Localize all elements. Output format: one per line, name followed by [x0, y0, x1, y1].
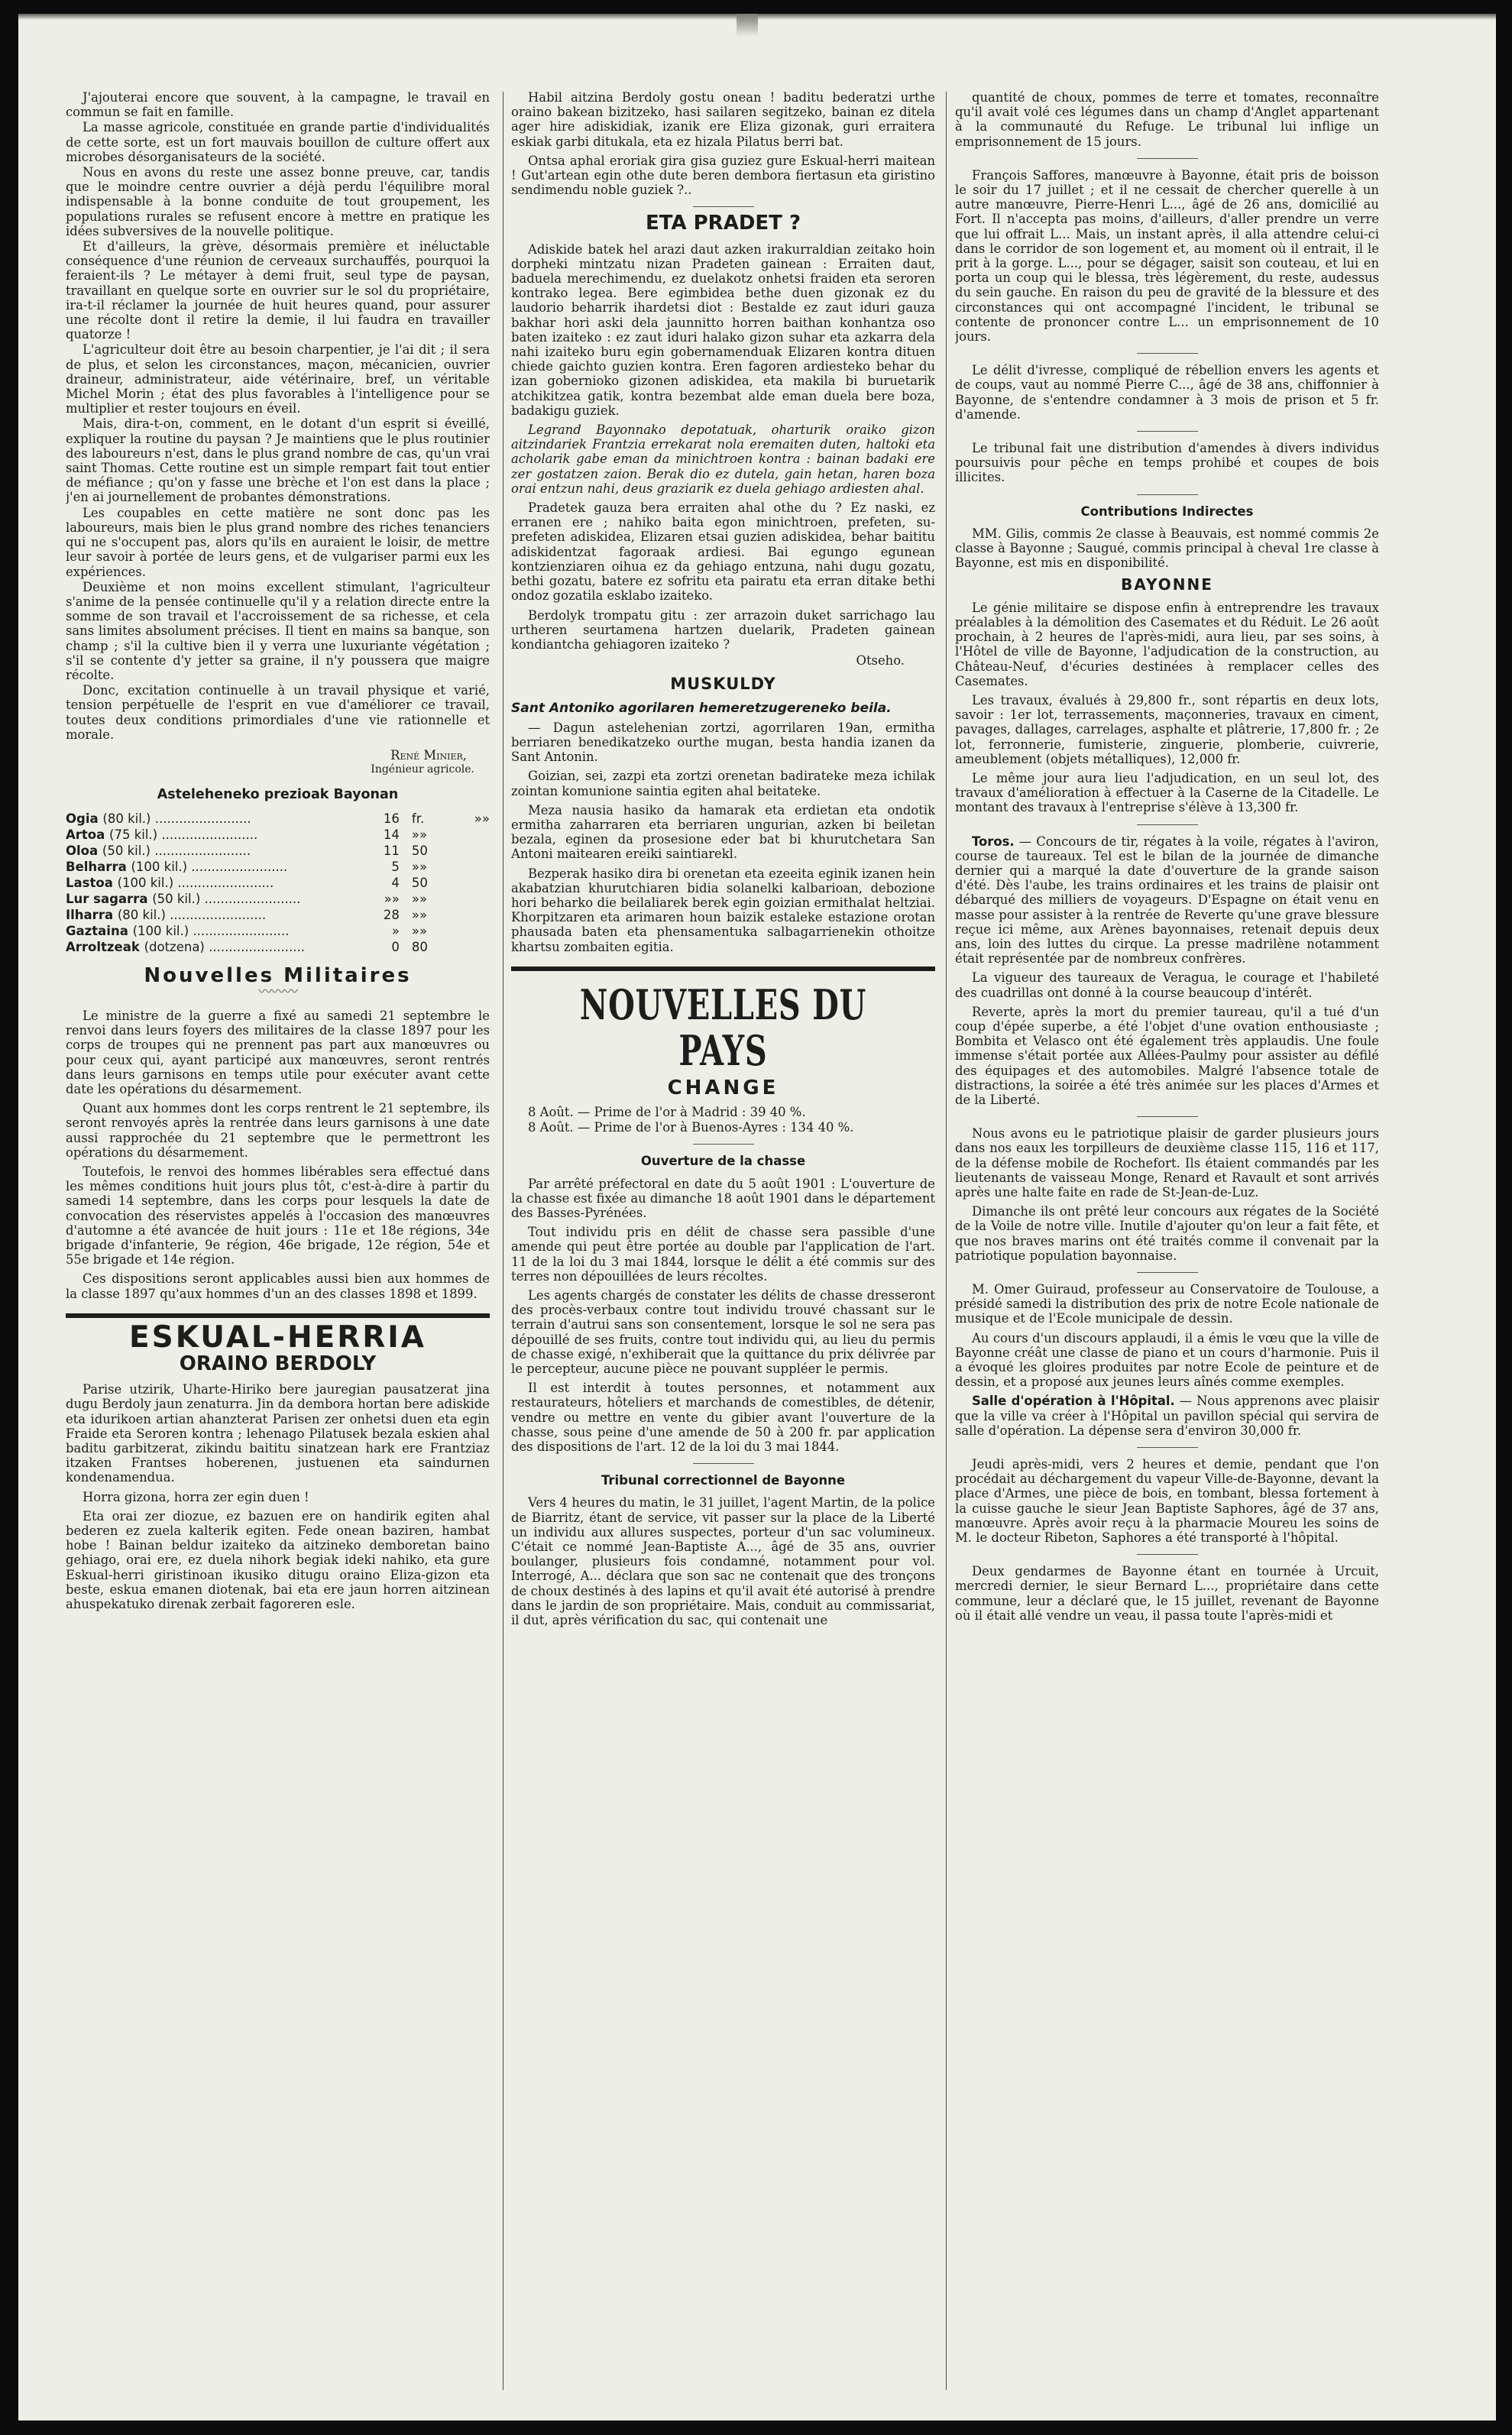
- leader-dots: ........................: [173, 875, 274, 890]
- article-paragraph: Jeudi après-midi, vers 2 heures et demie, pendant que l'on procédait au déchargement du vapeur Ville-de-Bayonne, devant la place d'Armes, une pièce de bois, en tombant, blessa fortement à la cuisse gauche le sieur Jean Baptiste Saphores, âgé de 37 ans, manœuvre. Après avoir reçu à la pharmacie Moureu les soins de M. le docteur Ribeton, Saphores a été transporté à l'hôpital.: [955, 1457, 1379, 1546]
- article-paragraph: Goizian, sei, zazpi eta zortzi orenetan badirateke meza ichilak zointan komunione saintia egiten ahal beitateke.: [511, 769, 935, 798]
- article-paragraph: Eta orai zer diozue, ez bazuen ere on handirik egiten ahal bederen ez zuela kalterik egiten. Fede onean baziren, hambat hobe ! Bainan beldur izaiteko da aitzineko demboretan baino gehiago, orai ere, ez duela nihork begiak ideki nahiko, eta gure Eskual-herri giristinoan ikusiko ditugu oraino Eliza-gizon eta beste, eskua emanen diotenak, bai eta ere jaun horren aitzinean ahuspekatuko direnak zerbait fagoreren esle.: [66, 1508, 490, 1612]
- price-row: [66, 875, 490, 891]
- short-divider: [693, 206, 754, 207]
- fold-mark: [737, 14, 758, 37]
- price-item-label: [66, 859, 344, 875]
- article-paragraph: [955, 834, 1379, 967]
- newspaper-page: [18, 14, 1496, 2420]
- price-item-name: Ogia: [66, 811, 99, 826]
- article-paragraph: Au cours d'un discours applaudi, il a émis le vœu que la ville de Bayonne créât une classe de piano et un cours d'harmonie. Puis il a évoqué les gloires produites par notre Ecole de peinture et de dessin, et a proposé aux jeunes leurs aînés comme exemples.: [955, 1330, 1379, 1390]
- article-paragraph: Le même jour aura lieu l'adjudication, en un seul lot, des travaux d'amélioration à effectuer à la Caserne de la Citadelle. Le montant des travaux à l'entreprise s'élève à 13,300 fr.: [955, 770, 1379, 815]
- militaires-title: Nouvelles Militaires: [144, 963, 412, 987]
- price-item-name: Ilharra: [66, 907, 114, 922]
- price-item-detail: (75 kil.): [109, 827, 158, 842]
- contributions-title: Contributions Indirectes: [1080, 504, 1254, 519]
- article-paragraph: Bezperak hasiko dira bi orenetan eta ezeeita eginik izanen hein akabatzian khurutchiaren bidia solanelki kalbarioan, debozione hori beharko die beilaliarek berek egin goizian ermithalat heltziai. Khorpitzaren eta arimaren houn baizik estaleke estazione orotan phausada baten eta phensamentuka salbagarrienekin othoitze khartsu zombaiten egitia.: [511, 866, 935, 954]
- article-paragraph: Ces dispositions seront applicables aussi bien aux hommes de la classe 1897 qu'aux hommes d'un an des classes 1898 et 1899.: [66, 1271, 490, 1301]
- price-unit: »»: [411, 859, 428, 874]
- price-unit: 50: [411, 843, 428, 858]
- price-value: 14: [383, 827, 400, 842]
- price-value: 5: [391, 859, 400, 874]
- leader-dots: ........................: [189, 923, 290, 938]
- article-paragraph: Ontsa aphal eroriak gira gisa guziez gure Eskual-herri maitean ! Gut'artean egin othe dute beren dembora fiertasun eta giristino sendimendu noble guziek ?..: [511, 153, 935, 198]
- article-paragraph: Vers 4 heures du matin, le 31 juillet, l'agent Martin, de la police de Biarritz, étant de service, vit passer sur la place de la Liberté un individu aux allures suspectes, porteur d'un sac volumineux. C'était ce nommé Jean-Baptiste A..., âgé de 35 ans, ouvrier boulanger, plusieurs fois condamné, notamment pour vol. Interrogé, A... déclara que son sac ne contenait que des tronçons de choux destinés à des lapins et qu'il avait été autorisé à prendre dans le jardin de son propriétaire. Mais, conduit au commissariat, il dut, après vérification du sac, qui contenait une: [511, 1495, 935, 1628]
- price-cents: »»: [474, 811, 490, 826]
- price-item-name: Artoa: [66, 827, 105, 842]
- oraino-berdoly-title: ORAINO BERDOLY: [179, 1352, 377, 1376]
- leader-dots: ........................: [187, 859, 288, 874]
- price-item-detail: (100 kil.): [132, 923, 189, 938]
- article-paragraph: quantité de choux, pommes de terre et tomates, reconnaître qu'il avait volé ces légumes dans un champ d'Anglet appartenant à la communauté du Refuge. Le tribunal lui inflige un emprisonnement de 15 jours.: [955, 90, 1379, 149]
- price-item-name: Belharra: [66, 859, 127, 874]
- price-item-name: Lastoa: [66, 875, 113, 890]
- price-item-name: Lur sagarra: [66, 891, 148, 906]
- price-row: [66, 939, 490, 955]
- article-paragraph: Le ministre de la guerre a fixé au samedi 21 septembre le renvoi dans leurs foyers des militaires de la classe 1897 pour les corps de troupes qui ne prennent pas part aux manœuvres ou pour ceux qui, ayant participé aux manœuvres, seront rentrés dans leurs garnisons en temps utile pour exécuter avant cette date les opérations du désarmement.: [66, 1008, 490, 1096]
- toros-text: — Concours de tir, régates à la voile, régates à l'aviron, course de taureaux. Tel est le bilan de la journée de dimanche dernier qui a marqué la date d'ouverture de la grande saison d'été. Dès l'aube, les trains ordinaires et les trains de plaisir ont débarqué des milliers de voyageurs. D'Espagne on était venu en masse pour assister à la rentrée de Reverte qu'une grave blessure reçue ici même, aux Arènes bayonnaises, retenait depuis deux ans, loin des luttes du cirque. La presse madrilène notamment était représentée par de nombreux confrères.: [955, 834, 1379, 967]
- price-cents: [451, 923, 490, 939]
- price-row: [66, 923, 490, 939]
- article-paragraph: Le délit d'ivresse, compliqué de rébellion envers les agents et de coups, vaut au nommé Pierre C..., âgé de 38 ans, chiffonnier à Bayonne, de s'entendre condamner à 3 mois de prison et 5 fr. d'amende.: [955, 363, 1379, 422]
- article-paragraph: Dimanche ils ont prêté leur concours aux régates de la Société de la Voile de notre ville. Inutile d'ajouter qu'on leur a fait fête, et que nos braves marins ont été traités comme il convenait par la patriotique population bayonnaise.: [955, 1204, 1379, 1263]
- leader-dots: ........................: [151, 811, 251, 826]
- article-paragraph: J'ajouterai encore que souvent, à la campagne, le travail en commun se fait en famille.: [66, 90, 490, 120]
- price-item-detail: (80 kil.): [102, 811, 151, 826]
- price-item-label: [66, 907, 344, 923]
- section-rule: [66, 1313, 490, 1318]
- price-value: 16: [383, 811, 400, 826]
- price-unit: »»: [411, 907, 428, 922]
- chasse-title: Ouverture de la chasse: [640, 1154, 806, 1169]
- bayonne-title: BAYONNE: [1121, 575, 1213, 594]
- price-row: [66, 811, 490, 827]
- price-item-name: Gaztaina: [66, 923, 128, 938]
- article-paragraph: Les travaux, évalués à 29,800 fr., sont répartis en deux lots, savoir : 1er lot, terrassements, maçonneries, travaux en ciment, pavages, dallages, carrelages, asphalte et plâtrerie, 17,800 fr. ; 2e lot, ferronnerie, fumisterie, zinguerie, plomberie, cuivrerie, ameublement (objets métalliques), 12,000 fr.: [955, 692, 1379, 766]
- price-unit: »»: [411, 891, 428, 906]
- price-unit: 80: [411, 939, 428, 954]
- price-item-name: Oloa: [66, 843, 99, 858]
- article-paragraph: Les agents chargés de constater les délits de chasse dresseront des procès-verbaux contre tout individu trouvé chassant sur le terrain d'autrui sans son consentement, lorsque le sol ne sera pas dépouillé de ses fruits, contre tout individu qui, au lieu du permis de chasse exigé, n'exhiberait que la quittance du prix délivrée par le percepteur, aucune pièce ne pouvant suppléer le permis.: [511, 1288, 935, 1377]
- article-paragraph: Nous en avons du reste une assez bonne preuve, car, tandis que le moindre centre ouvrier a déjà perdu l'équilibre moral indispensable à la bonne conduite de tout groupement, les populations rurales se refusent encore à mettre en pratique les idées subversives de la nouvelle politique.: [66, 165, 490, 238]
- short-divider: [1137, 1447, 1198, 1448]
- price-row: [66, 827, 490, 843]
- short-divider: [1137, 824, 1198, 825]
- section-rule: [511, 967, 935, 971]
- article-paragraph: Toutefois, le renvoi des hommes libérables sera effectué dans les mêmes conditions huit jours plus tôt, c'est-à-dire à partir du samedi 14 septembre, dans les corps pour lesquels la date de convocation des réservistes appelés à l'occasion des manœuvres d'automne a été avancée de huit jours : 11e et 18e régions, 34e brigade d'infanterie, 9e région, 46e brigade, 12e région, 54e et 55e brigade et 14e région.: [66, 1164, 490, 1268]
- leader-dots: ........................: [200, 891, 301, 906]
- article-paragraph: Nous avons eu le patriotique plaisir de garder plusieurs jours dans nos eaux les torpilleurs de deuxième classe 115, 116 et 117, de la défense mobile de Rochefort. Ils étaient commandés par les lieutenants de vaisseau Monge, Renard et Ravault et sont arrivés après une halte faite en rade de St-Jean-de-Luz.: [955, 1126, 1379, 1200]
- eskual-herria-title: ESKUAL-HERRIA: [129, 1319, 426, 1355]
- ornament-divider: 〰〰〰: [258, 983, 297, 1000]
- pradet-title: ETA PRADET ?: [645, 212, 801, 235]
- article-paragraph: Les coupables en cette matière ne sont donc pas les laboureurs, mais bien le plus grand nombre des riches tenanciers qui ne s'occupent pas, alors qu'ils en auraient le loisir, de mettre leur savoir à portée de leurs gens, et de vulgariser parmi eux les expériences.: [66, 505, 490, 579]
- leader-dots: ........................: [204, 939, 305, 954]
- article-paragraph: Par arrêté préfectoral en date du 5 août 1901 : L'ouverture de la chasse est fixée au dimanche 18 août 1901 dans le département des Basses-Pyrénées.: [511, 1176, 935, 1220]
- author-signature: Otseho.: [856, 653, 905, 669]
- article-paragraph: L'agriculteur doit être au besoin charpentier, je l'ai dit ; il sera de plus, et selon les circonstances, maçon, mécanicien, ouvrier draineur, administrateur, aide vétérinaire, bref, un véritable Michel Morin ; état des plus favorables à l'intelligence pour se multiplier et rester toujours en éveil.: [66, 342, 490, 416]
- price-cents: [451, 827, 490, 843]
- article-paragraph: Adiskide batek hel arazi daut azken irakurraldian zeitako hoin dorpheki mintzatu nizan Pradeten gainean : Erraiten daut, baduela merechimendu, ez duelakotz onhetsi fraiden eta seroren kontrako legea. Bere egimbidea bethe duen gizonak ez du laudorio beharrik ihardetsi diot : Bestalde ez zaut iduri gauza bakhar hori aski dela jaunnitto horren baithan konhantza oso baten izaiteko : ez zaut iduri halako gizon suhar eta azkarra dela nahi izaiteko buru egin gobernamenduak Elizaren kontra dituen chiede gaichto guzien kontra. Eren fagoren ardiesteko behar du izan gobernioko gizonen adiskidea, eta makila bi buruetarik atchikitzea gatik, kontra bezembat alde eman duela bere boza, badakigu guziek.: [511, 241, 935, 418]
- price-row: [66, 843, 490, 859]
- price-unit: fr.: [411, 811, 425, 826]
- price-value: 0: [391, 939, 400, 954]
- leader-dots: ........................: [157, 827, 258, 842]
- price-item-label: [66, 843, 344, 859]
- price-cents: [451, 907, 490, 923]
- price-row: [66, 891, 490, 907]
- change-line: 8 Août. — Prime de l'or à Madrid : 39 40 %.: [528, 1104, 806, 1119]
- price-unit: »»: [411, 827, 428, 842]
- short-divider: [1137, 1554, 1198, 1555]
- column-rule-2: [946, 92, 947, 2390]
- article-paragraph: Deux gendarmes de Bayonne étant en tournée à Urcuit, mercredi dernier, le sieur Bernard L..., propriétaire dans cette commune, leur a déclaré que, le 15 juillet, revenant de Bayonne où il était allé vendre un veau, il passa toute l'après-midi et: [955, 1564, 1379, 1623]
- price-item-label: [66, 939, 344, 955]
- article-paragraph: Horra gizona, horra zer egin duen !: [83, 1489, 309, 1504]
- price-item-label: [66, 811, 344, 827]
- article-paragraph: Quant aux hommes dont les corps rentrent le 21 septembre, ils seront renvoyés après la rentrée dans leurs garnisons à une date aussi rapprochée du 21 septembre que le permettront les opérations du désarmement.: [66, 1101, 490, 1160]
- short-divider: [1137, 431, 1198, 432]
- price-cents: [451, 843, 490, 859]
- short-divider: [1137, 158, 1198, 159]
- price-cents: [451, 859, 490, 875]
- article-paragraph: Meza nausia hasiko da hamarak eta erdietan eta ondotik ermitha zaharraren eta berriaren ungurian, azken bi beiletan bezala, eginen da prosesione eder bat bi khurutchetara San Antoni maitearen ereiki saintiarekl.: [511, 802, 935, 862]
- short-divider: [693, 1463, 754, 1464]
- price-value: 11: [383, 843, 400, 858]
- article-paragraph: Reverte, après la mort du premier taureau, qu'il a tué d'un coup d'épée superbe, a été l'objet d'une ovation enthousiaste ; Bombita et Velasco ont été également très applaudis. Une foule immense s'était portée aux Allées-Paulmy pour assister au défilé des équipages et des automobiles. Malgré l'absence totale de distractions, la soirée a été très animée sur les places d'Armes et de la Liberté.: [955, 1004, 1379, 1107]
- price-item-name: Arroltzeak: [66, 939, 140, 954]
- salle-lead: Salle d'opération à l'Hôpital.: [972, 1394, 1175, 1409]
- price-unit: 50: [411, 875, 428, 890]
- price-item-label: [66, 891, 344, 907]
- price-value: 28: [383, 907, 400, 922]
- price-item-detail: (100 kil.): [117, 875, 174, 890]
- article-paragraph: [955, 1394, 1379, 1438]
- column-2: [511, 90, 935, 1632]
- article-paragraph: Le génie militaire se dispose enfin à entreprendre les travaux préalables à la démolition des Casemates et du Réduit. Le 26 août prochain, à 2 heures de l'après-midi, aura lieu, par ses soins, à l'Hôtel de ville de Bayonne, l'adjudication de la construction, au Château-Neuf, d'écuries destinées à remplacer celles des Casemates.: [955, 600, 1379, 688]
- change-title: CHANGE: [667, 1076, 779, 1099]
- prices-table: [66, 811, 490, 955]
- price-value: 4: [391, 875, 400, 890]
- article-paragraph: M. Omer Guiraud, professeur au Conservatoire de Toulouse, a présidé samedi la distribution des prix de notre Ecole nationale de musique et de l'Ecole municipale de dessin.: [955, 1282, 1379, 1326]
- article-paragraph: Pradetek gauza bera erraiten ahal othe du ? Ez naski, ez erranen ere ; nahiko baita egon minichtroen, prefeten, su-prefeten adiskidea, Elizaren etsai guzien adiskidea, behar baititu adiskidentzat fagoraak ardiesi. Bai egungo egunean kontzienziaren oihua ez da gehiago entzuna, nahi dugu gozatu, bethi gozatu, batere ez sofritu eta pairatu eta erran ditake bethi ondoz gozatila esklabo izaiteko.: [511, 500, 935, 604]
- author-signature: René Minier,: [390, 747, 467, 763]
- article-paragraph: Mais, dira-t-on, comment, en le dotant d'un esprit si éveillé, expliquer la routine du paysan ? Je maintiens que le plus routinier des laboureurs n'est, dans le plus grand nombre de cas, qu'un vrai saint Thomas. Cette routine est un simple rempart fait tout entier de méfiance ; qu'on y fasse une brèche et l'on est dans la place ; j'en ai journellement de probantes démonstrations.: [66, 416, 490, 505]
- price-cents: [451, 875, 490, 891]
- article-paragraph: Le tribunal fait une distribution d'amendes à divers individus poursuivis pour pêche en temps prohibé et coupes de bois illicites.: [955, 441, 1379, 485]
- article-paragraph: Tout individu pris en délit de chasse sera passible d'une amende qui peut être portée au double par l'application de l'art. 11 de la loi du 3 mai 1844, lorsque le délit a été commis sur des terres non dépouillées de leurs récoltes.: [511, 1225, 935, 1284]
- price-row: [66, 859, 490, 875]
- article-paragraph: Parise utzirik, Uharte-Hiriko bere jauregian pausatzerat jina dugu Berdoly jaun zenaturra. Jin da dembora hortan bere adiskide eta idurikoen artian ahanzterat Parisen zer onhetsi duen eta egin Fraide eta Seroren kontra ; lehenago Pilatusek bezala eskien ahal baditu garbitzerat, zikindu baititu sinatzean hark ere Frantziaz itzaken Frantses hoberenen, justuenen eta saindurnen kondenamendua.: [66, 1382, 490, 1485]
- article-paragraph: Donc, excitation continuelle à un travail physique et varié, tension perpétuelle de l'esprit en vue d'améliorer ce travail, toutes deux conditions primordiales d'une vie rationnelle et morale.: [66, 683, 490, 742]
- article-paragraph: Habil aitzina Berdoly gostu onean ! baditu bederatzi urthe oraino bakean bizitzeko, hasi sailaren segitzeko, bainan ez ditela ager hire adiskidiak, izanik ere Eliza gizonak, guri erraitera eskiak garbi ditukala, eta ez hizala Pilatus berri bat.: [511, 90, 935, 149]
- price-item-detail: (dotzena): [144, 939, 205, 954]
- article-paragraph: Il est interdit à toutes personnes, et notamment aux restaurateurs, hôteliers et marchands de comestibles, de détenir, vendre ou mettre en vente du gibier avant l'ouverture de la chasse, sous peine d'une amende de 50 à 200 fr. par application des dispositions de l'art. 12 de la loi du 3 mai 1844.: [511, 1381, 935, 1455]
- article-paragraph: MM. Gilis, commis 2e classe à Beauvais, est nommé commis 2e classe à Bayonne ; Saugué, commis principal à cheval 1re classe à Bayonne, est mis en disponibilité.: [955, 526, 1379, 571]
- short-divider: [1137, 353, 1198, 354]
- prices-title: Asteleheneko prezioak Bayonan: [157, 787, 399, 803]
- short-divider: [1137, 494, 1198, 495]
- price-item-detail: (80 kil.): [117, 907, 166, 922]
- price-unit: »»: [411, 923, 428, 938]
- salle-text: — Nous apprenons avec plaisir que la ville va créer à l'Hôpital un pavillon spécial qui servira de salle d'opération. La dépense sera d'environ 30,000 fr.: [955, 1394, 1379, 1438]
- article-paragraph: Et d'ailleurs, la grève, désormais première et inéluctable conséquence d'une réunion de cerveaux surchauffés, pourquoi la feraient-ils ? Le métayer à demi fruit, seul type de paysan, travaillant en quelque sorte en ouvrier sur le sol du propriétaire, ira-t-il réclamer la journée de huit heures quand, pour assurer une récolte dont il retire la demie, il lui faudra en travailler quatorze !: [66, 239, 490, 342]
- short-divider: [1137, 1116, 1198, 1117]
- price-item-detail: (50 kil.): [152, 891, 201, 906]
- article-paragraph: Deuxième et non moins excellent stimulant, l'agriculteur s'anime de la pensée continuelle qu'il y a relation directe entre la somme de son travail et l'accroissement de sa richesse, et cela sans limites absolument précises. Il tient en mains sa banque, son champ ; s'il la cultive bien il y verra une luxuriante végétation ; s'il se contente d'y jetter sa graine, il n'y poussera que maigre récolte.: [66, 579, 490, 682]
- price-item-detail: (50 kil.): [102, 843, 151, 858]
- article-paragraph: — Dagun astelehenian zortzi, agorrilaren 19an, ermitha berriaren benedikatzeko ourthe mugan, besta handia izanen da Sant Antonin.: [511, 720, 935, 765]
- article-paragraph: La vigueur des taureaux de Veragua, le courage et l'habileté des cuadrillas ont donné à la course beaucoup d'intérêt.: [955, 970, 1379, 1000]
- short-divider: [1137, 1272, 1198, 1273]
- article-paragraph: La masse agricole, constituée en grande partie d'individualités de cette sorte, est un fort mauvais bouillon de culture offert aux microbes désorganisateurs de la société.: [66, 120, 490, 164]
- column-1: [66, 90, 490, 1616]
- price-cents: [451, 891, 490, 907]
- leader-dots: ........................: [151, 843, 251, 858]
- price-item-label: [66, 827, 344, 843]
- toros-lead: Toros.: [972, 834, 1015, 849]
- price-item-detail: (100 kil.): [131, 859, 188, 874]
- column-3: [955, 90, 1379, 1627]
- tribunal-title: Tribunal correctionnel de Bayonne: [601, 1473, 846, 1488]
- short-divider: [693, 1144, 754, 1145]
- author-title: Ingénieur agricole.: [371, 763, 474, 776]
- price-cents: [451, 939, 490, 955]
- leader-dots: ........................: [165, 907, 267, 922]
- muskuldy-lead: Sant Antoniko agorilaren hemeretzugereneko beila.: [511, 700, 892, 716]
- article-paragraph: Legrand Bayonnako depotatuak, oharturik oraiko gizon aitzindariek Frantzia errekarat nola eremaiten duten, haltoki eta acholarik gabe eman da minichtroen kontra : bainan badaki ere zer gostatzen zaion. Berak dio ez dutela, gain hetan, haren boza orai entzun nahi, deus graziarik ez duela gehiago ardiesten ahal.: [511, 423, 935, 496]
- price-row: [66, 907, 490, 923]
- muskuldy-title: MUSKULDY: [670, 675, 776, 694]
- nouvelles-du-pays-title: NOUVELLES DU PAYS: [579, 980, 867, 1075]
- article-paragraph: Berdolyk trompatu gitu : zer arrazoin duket sarrichago lau urtheren seurtamena hartzen duelarik, Pradeten gainean kondiantcha gehiagoren izaiteko ?: [511, 607, 935, 652]
- change-line: 8 Août. — Prime de l'or à Buenos-Ayres : 134 40 %.: [528, 1120, 854, 1135]
- price-value: »»: [384, 891, 400, 906]
- article-paragraph: François Saffores, manœuvre à Bayonne, était pris de boisson le soir du 17 juillet ; et il ne cessait de chercher querelle à un autre manœuvre, Pierre-Henri L..., âgé de 26 ans, domicilié au Fort. Il n'accepta pas moins, d'ailleurs, d'aller prendre un verre que lui offrait L... Mais, un instant après, il alla attendre celui-ci dans le corridor de son logement et, au moment où il entrait, il le prit à la gorge. L..., pour se dégager, saisit son couteau, et lui en porta un coup qui le blessa, très légèrement, du reste, audessus du sein gauche. En raison du peu de gravité de la blessure et des circonstances qui ont accompagné l'incident, le tribunal se contente de prononcer contre L... un emprisonnement de 10 jours.: [955, 167, 1379, 345]
- price-item-label: [66, 875, 344, 891]
- price-item-label: [66, 923, 344, 939]
- price-value: »: [391, 923, 400, 938]
